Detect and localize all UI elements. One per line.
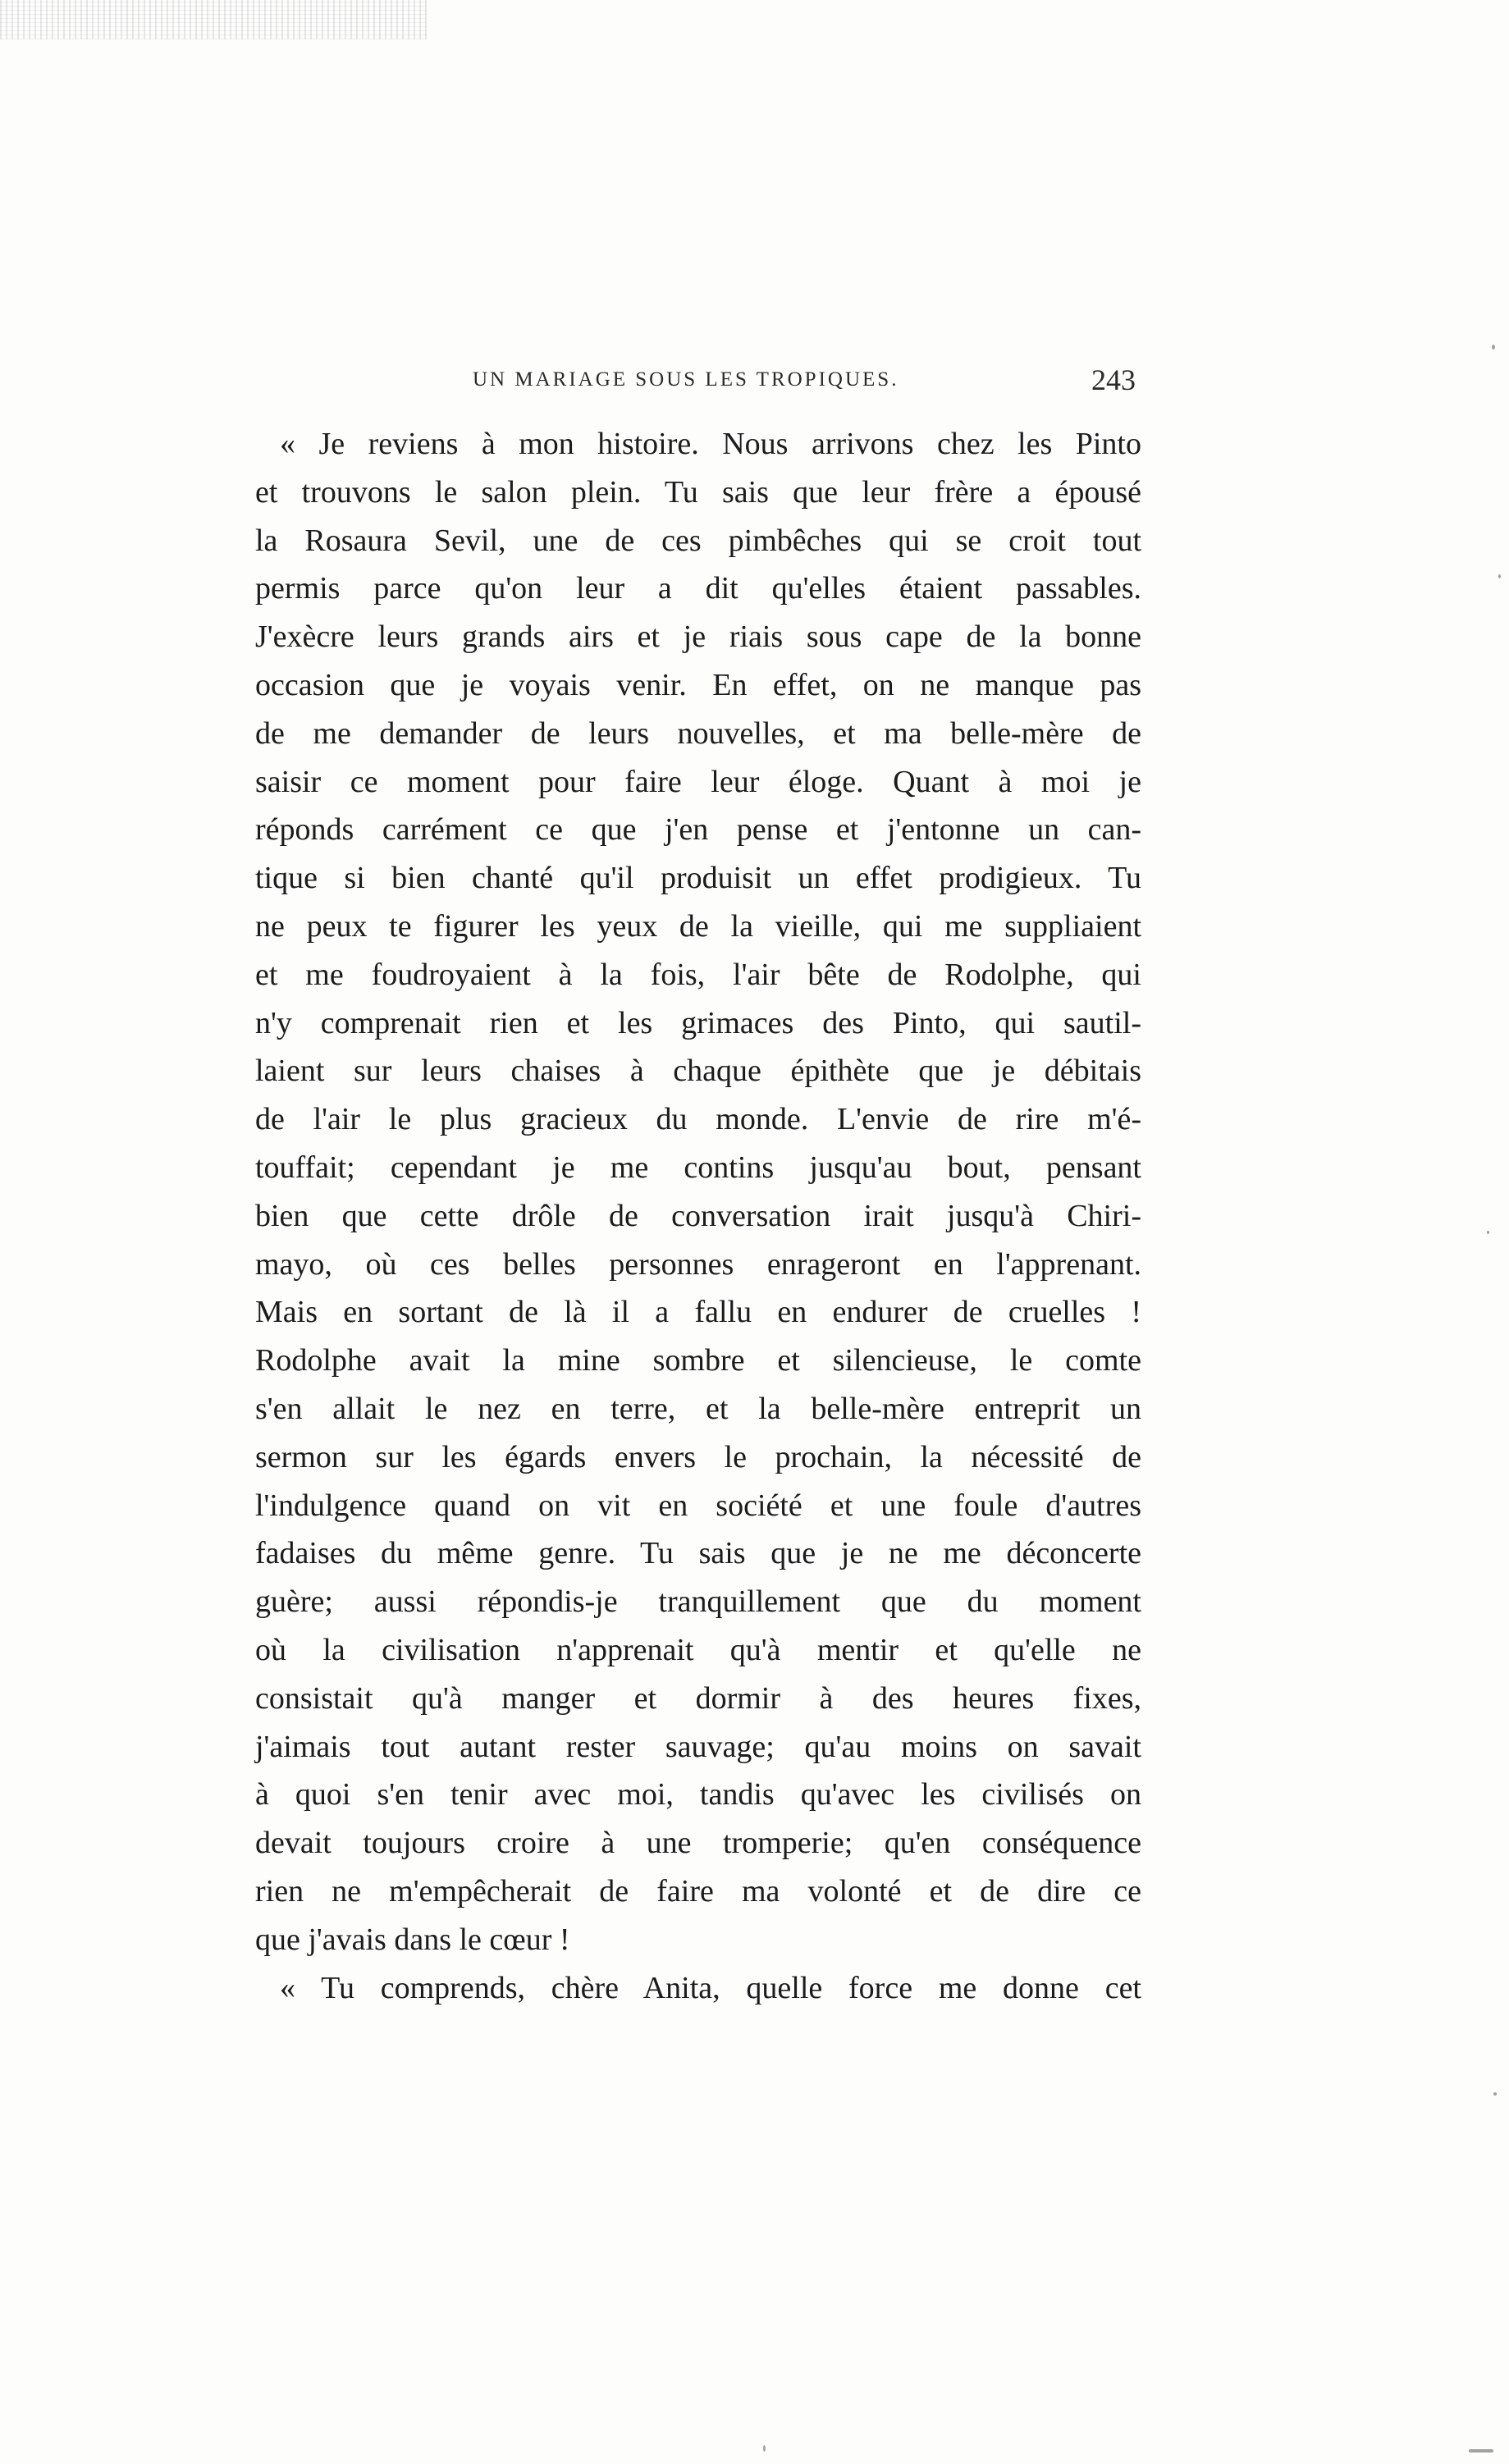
text-line: à quoi s'en tenir avec moi, tandis qu'avec les civilisés on <box>255 1777 1141 1813</box>
text-line: laient sur leurs chaises à chaque épithète que je débitais <box>255 1054 1141 1089</box>
text-line: l'indulgence quand on vit en société et une foule d'autres <box>255 1488 1141 1523</box>
text-line: permis parce qu'on leur a dit qu'elles étaient passables. <box>255 571 1141 606</box>
page-number: 243 <box>1091 363 1136 396</box>
running-head: UN MARIAGE SOUS LES TROPIQUES. <box>473 368 899 391</box>
text-line: tique si bien chanté qu'il produisit un effet prodigieux. Tu <box>255 861 1141 896</box>
text-line: j'aimais tout autant rester sauvage; qu'au moins on savait <box>255 1729 1141 1764</box>
text-line: saisir ce moment pour faire leur éloge. Quant à moi je <box>255 764 1141 799</box>
text-line: de me demander de leurs nouvelles, et ma belle-mère de <box>255 715 1141 751</box>
text-line: J'exècre leurs grands airs et je riais sous cape de la bonne <box>255 619 1141 655</box>
text-line: où la civilisation n'apprenait qu'à mentir et qu'elle ne <box>255 1632 1141 1667</box>
text-line: occasion que je voyais venir. En effet, on ne manque pas <box>255 667 1141 702</box>
text-line: sermon sur les égards envers le prochain, la nécessité de <box>255 1439 1141 1474</box>
text-line: fadaises du même genre. Tu sais que je ne me déconcerte <box>255 1536 1141 1571</box>
text-line: consistait qu'à manger et dormir à des heures fixes, <box>255 1680 1141 1716</box>
scan-speck <box>763 2445 766 2452</box>
text-line: s'en allait le nez en terre, et la belle-mère entreprit un <box>255 1391 1141 1426</box>
scan-speck <box>1492 345 1495 350</box>
text-line: bien que cette drôle de conversation irait jusqu'à Chiri- <box>255 1198 1141 1233</box>
text-line: de l'air le plus gracieux du monde. L'envie de rire m'é- <box>255 1102 1141 1137</box>
scan-speck <box>1498 574 1501 578</box>
text-line: que j'avais dans le cœur ! <box>255 1922 570 1957</box>
text-line: « Tu comprends, chère Anita, quelle force me donne cet <box>280 1970 1141 2005</box>
body-text <box>255 420 1141 2012</box>
text-line: réponds carrément ce que j'en pense et j'entonne un can- <box>255 812 1141 848</box>
text-line: ne peux te figurer les yeux de la vieille, qui me suppliaient <box>255 908 1141 944</box>
scan-speck <box>1469 2449 1493 2453</box>
text-line: la Rosaura Sevil, une de ces pimbêches qui se croit tout <box>255 523 1141 558</box>
text-line: « Je reviens à mon histoire. Nous arrivons chez les Pinto <box>280 427 1141 461</box>
text-line: Rodolphe avait la mine sombre et silencieuse, le comte <box>255 1343 1141 1378</box>
scan-speck <box>1493 2092 1497 2096</box>
text-line: et trouvons le salon plein. Tu sais que leur frère a épousé <box>255 474 1141 510</box>
text-line: Mais en sortant de là il a fallu en endurer de cruelles ! <box>255 1295 1141 1330</box>
text-line: et me foudroyaient à la fois, l'air bête de Rodolphe, qui <box>255 957 1141 992</box>
text-line: guère; aussi répondis-je tranquillement que du moment <box>255 1584 1141 1620</box>
scan-noise <box>0 0 427 39</box>
text-line: devait toujours croire à une tromperie; qu'en conséquence <box>255 1826 1141 1861</box>
text-line: mayo, où ces belles personnes enrageront en l'apprenant. <box>255 1246 1141 1282</box>
scan-speck <box>1487 1231 1489 1234</box>
text-line: rien ne m'empêcherait de faire ma volonté et de dire ce <box>255 1873 1141 1909</box>
text-line: n'y comprenait rien et les grimaces des Pinto, qui sautil- <box>255 1005 1141 1040</box>
text-line: touffait; cependant je me contins jusqu'au bout, pensant <box>255 1150 1141 1185</box>
